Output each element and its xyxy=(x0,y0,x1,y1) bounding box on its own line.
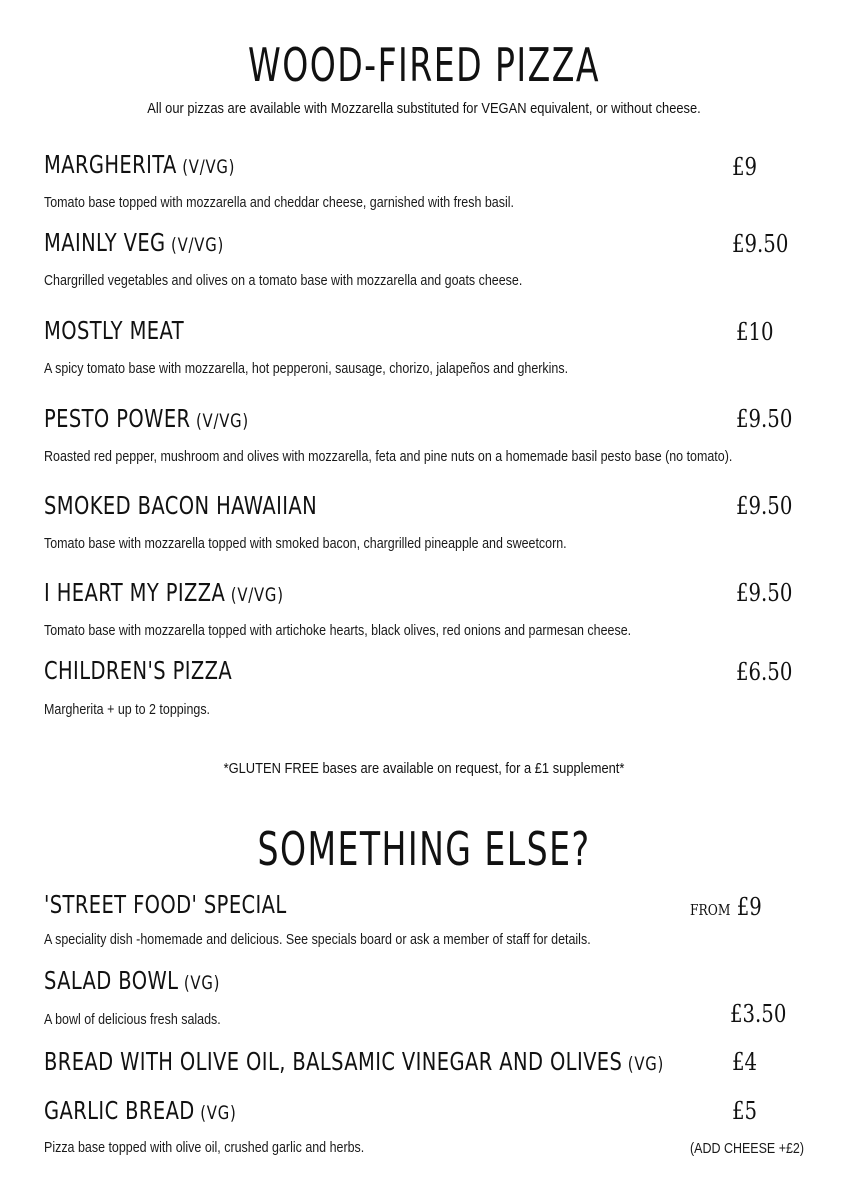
item-description: Margherita + up to 2 toppings. xyxy=(44,702,211,718)
item-name: I HEART MY PIZZA (V/VG) xyxy=(44,578,284,607)
item-price: £3.50 xyxy=(730,1000,787,1028)
item-price: £6.50 xyxy=(736,658,793,686)
something-else-title: SOMETHING ELSE? xyxy=(257,822,591,876)
item-price: £9.50 xyxy=(736,579,793,607)
item-description: A bowl of delicious fresh salads. xyxy=(44,1012,221,1028)
item-name: MAINLY VEG (V/VG) xyxy=(44,228,225,257)
price-prefix: FROM xyxy=(690,901,731,919)
vegan-note: All our pizzas are available with Mozzarella substituted for VEGAN equivalent, or without cheese. xyxy=(147,100,701,117)
item-price: £9 xyxy=(732,153,758,181)
item-price: £4 xyxy=(732,1048,758,1076)
item-name: PESTO POWER (V/VG) xyxy=(44,404,249,433)
item-price: FROM £9 xyxy=(690,893,762,921)
item-description: Pizza base topped with olive oil, crushed garlic and herbs. xyxy=(44,1140,365,1156)
item-name: GARLIC BREAD (VG) xyxy=(44,1096,237,1125)
item-description: Tomato base with mozzarella topped with smoked bacon, chargrilled pineapple and sweetcorn. xyxy=(44,536,567,552)
item-name: BREAD WITH OLIVE OIL, BALSAMIC VINEGAR AND OLIVES (VG) xyxy=(44,1047,665,1076)
item-description: A speciality dish -homemade and delicious. See specials board or ask a member of staff for details. xyxy=(44,932,591,948)
item-name: CHILDREN'S PIZZA xyxy=(44,656,233,685)
item-name: SMOKED BACON HAWAIIAN xyxy=(44,491,318,520)
item-description: Tomato base topped with mozzarella and cheddar cheese, garnished with fresh basil. xyxy=(44,195,514,211)
item-price: £9.50 xyxy=(736,405,793,433)
item-name: MARGHERITA (V/VG) xyxy=(44,150,236,179)
item-price: £9.50 xyxy=(736,492,793,520)
pizza-section-title: WOOD-FIRED PIZZA xyxy=(248,38,600,92)
item-description: Chargrilled vegetables and olives on a tomato base with mozzarella and goats cheese. xyxy=(44,273,523,289)
add-cheese-note: (ADD CHEESE +£2) xyxy=(690,1141,805,1157)
item-name: 'STREET FOOD' SPECIAL xyxy=(44,890,287,919)
item-name: SALAD BOWL (VG) xyxy=(44,966,221,995)
item-description: Tomato base with mozzarella topped with artichoke hearts, black olives, red onions and parmesan cheese. xyxy=(44,623,632,639)
item-price: £5 xyxy=(732,1097,758,1125)
item-description: A spicy tomato base with mozzarella, hot pepperoni, sausage, chorizo, jalapeños and gherkins. xyxy=(44,361,569,377)
gluten-free-note: *GLUTEN FREE bases are available on request, for a £1 supplement* xyxy=(223,760,625,777)
item-name: MOSTLY MEAT xyxy=(44,316,185,345)
item-description: Roasted red pepper, mushroom and olives with mozzarella, feta and pine nuts on a homemade basil pesto base (no tomato). xyxy=(44,449,733,465)
item-price: £10 xyxy=(736,318,774,346)
item-price: £9.50 xyxy=(732,230,789,258)
